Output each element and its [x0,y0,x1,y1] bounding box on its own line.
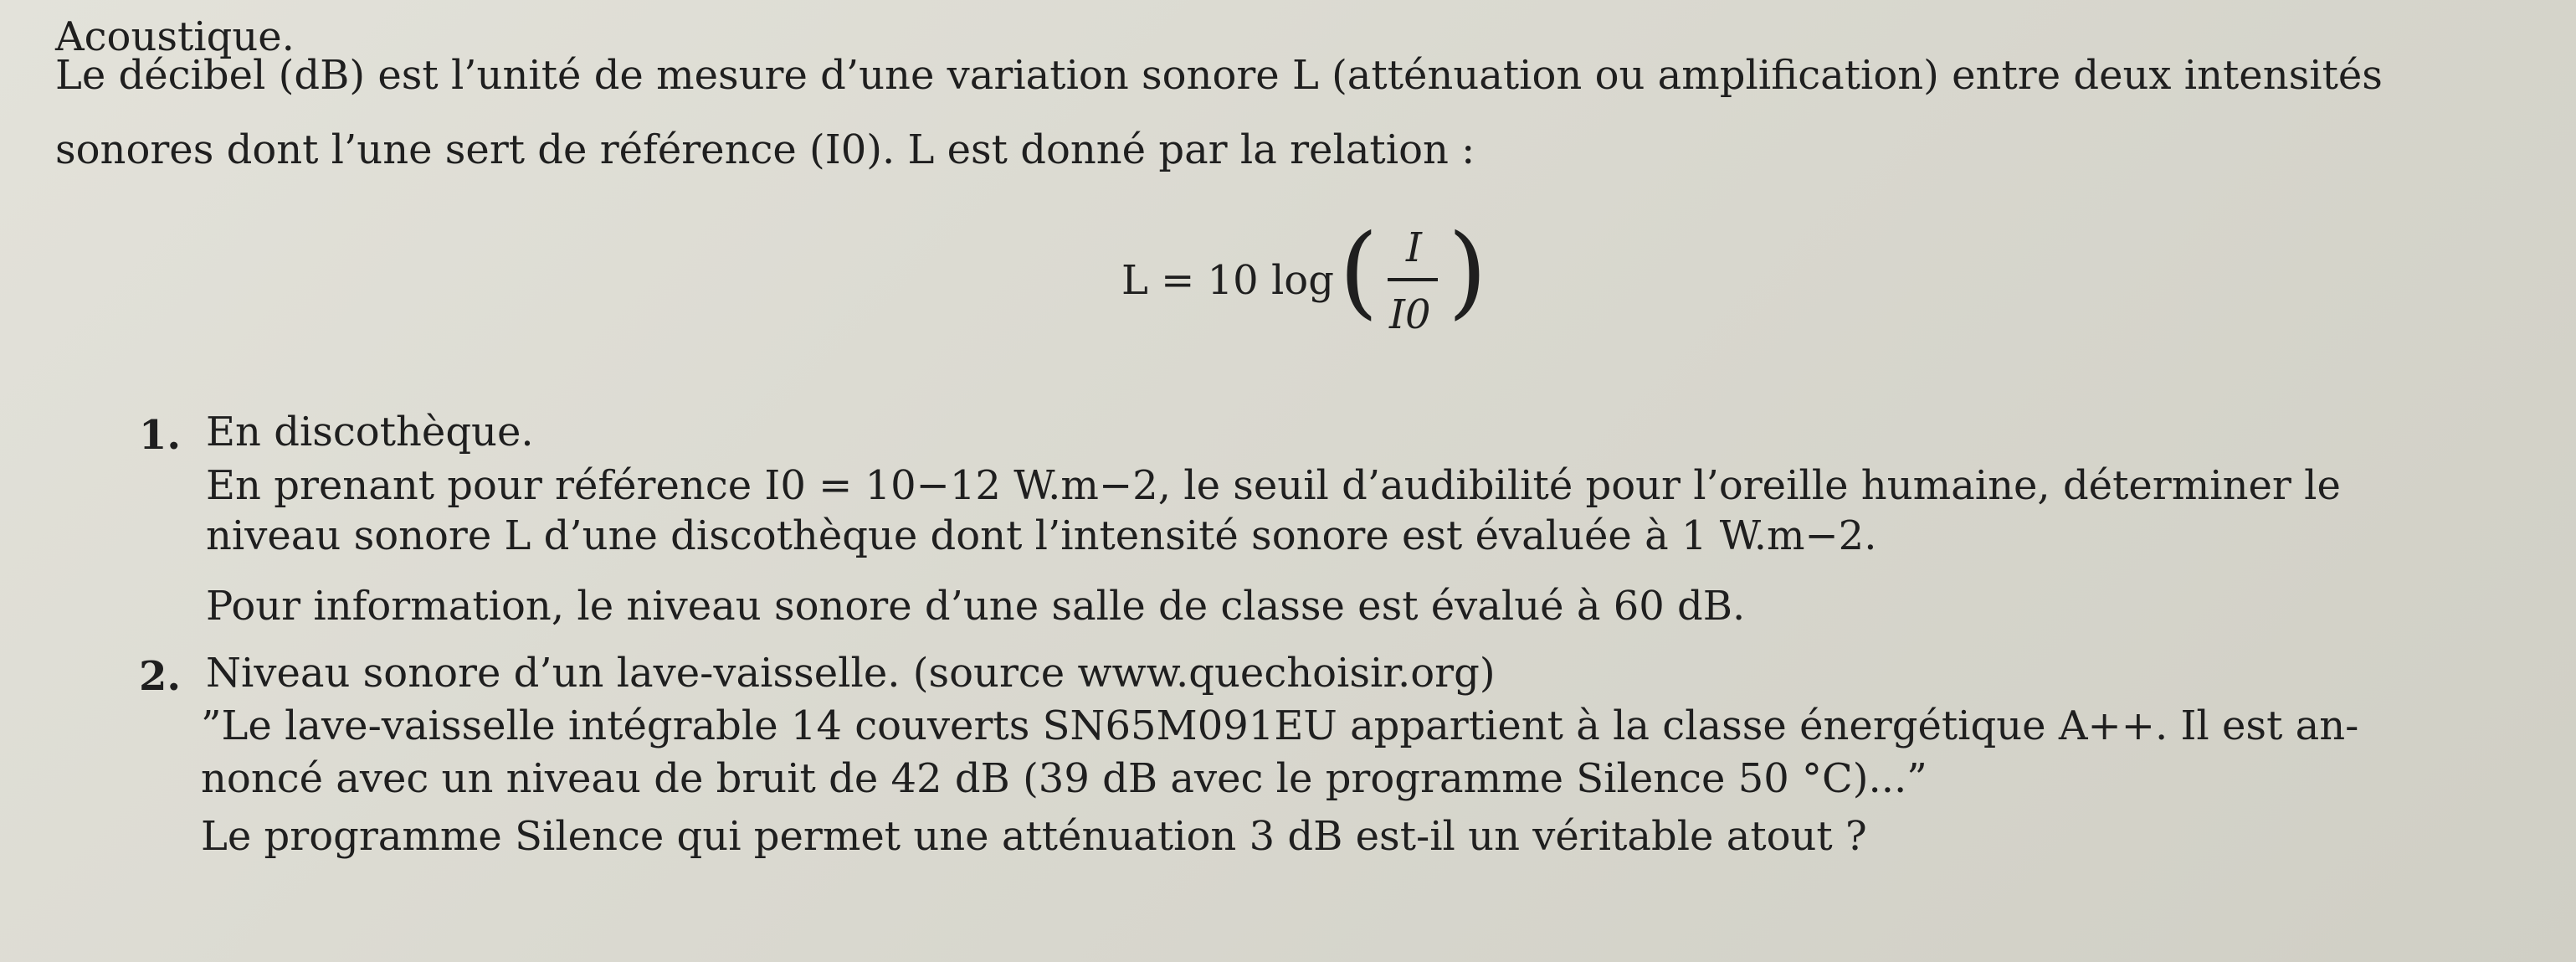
item-1-heading: En discothèque. [206,409,534,455]
item-2-line-2: ”Le lave-vaisselle intégrable 14 couverts SN65M091EU appartient à la classe énergétique A++. Il est an- [201,702,2359,749]
item-1-line-2: En prenant pour référence I0 = 10−12 W.m−2, le seuil d’audibilité pour l’oreille humaine, déterminer le [206,462,2341,509]
formula-left-parenthesis: ( [1339,213,1378,330]
item-2-heading: Niveau sonore d’un lave-vaisselle. (source www.quechoisir.org) [206,650,1496,697]
formula-lhs: L = 10 log [1121,257,1334,304]
document-title: Acoustique. [55,13,295,60]
item-1-line-3: niveau sonore L d’une discothèque dont l’intensité sonore est évaluée à 1 W.m−2. [206,512,1877,559]
item-2-line-4: Le programme Silence qui permet une atténuation 3 dB est-il un véritable atout ? [201,813,1867,860]
item-2-number: 2. [139,653,182,700]
formula-right-parenthesis: ) [1448,213,1487,330]
decibel-formula [1121,209,1506,352]
intro-line-1: Le décibel (dB) est l’unité de mesure d’une variation sonore L (atténuation ou amplification) entre deux intensités [55,52,2383,99]
intro-line-2: sonores dont l’une sert de référence (I0). L est donné par la relation : [55,126,1475,173]
formula-denominator: I0 [1389,291,1431,338]
item-1-line-4: Pour information, le niveau sonore d’une salle de classe est évalué à 60 dB. [206,583,1746,630]
formula-fraction-bar [1388,278,1438,281]
item-1-number: 1. [139,412,182,459]
formula-numerator: I [1406,224,1422,271]
item-2-line-3: noncé avec un niveau de bruit de 42 dB (39 dB avec le programme Silence 50 °C)...” [201,755,1927,802]
